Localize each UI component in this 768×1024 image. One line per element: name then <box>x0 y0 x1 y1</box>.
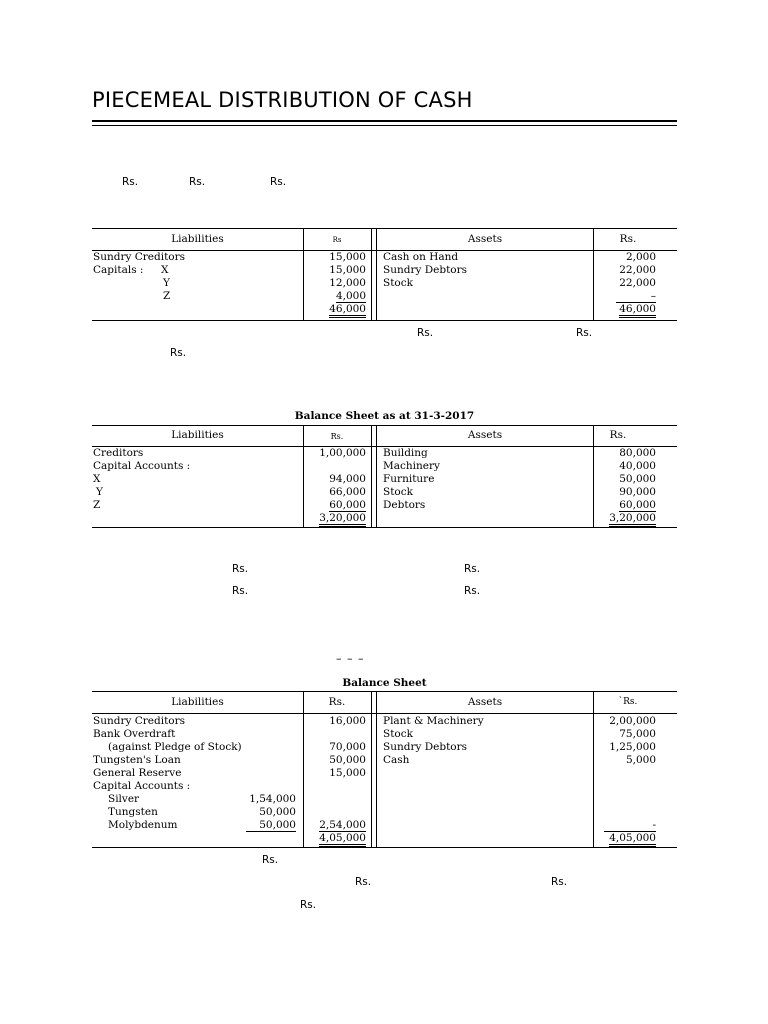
partner-name: Molybdenum <box>108 819 178 831</box>
partner-capital: 50,000 <box>246 819 296 832</box>
liability-amount: 15,000 <box>329 767 366 779</box>
header-liabilities: Liabilities <box>171 233 224 245</box>
header-assets-rs: Rs. <box>619 233 637 245</box>
asset-name: Building <box>383 447 428 459</box>
asset-amount: 40,000 <box>619 460 656 472</box>
liability-name: Capitals : <box>93 264 144 276</box>
liability-amount: 4,000 <box>335 290 366 302</box>
liability-amount: 50,000 <box>329 754 366 766</box>
liability-total: 3,20,000 <box>314 512 366 524</box>
liability-total: 4,05,000 <box>314 832 366 844</box>
title-rule-top <box>92 120 677 122</box>
liability-name: Y <box>96 486 103 498</box>
partner-name: Tungsten <box>108 806 158 818</box>
liability-total: 46,000 <box>324 303 366 315</box>
liability-name: Capital Accounts : <box>93 780 191 792</box>
rs-label: Rs. <box>576 327 593 339</box>
asset-amount: 90,000 <box>619 486 656 498</box>
page-title: PIECEMEAL DISTRIBUTION OF CASH <box>92 88 473 112</box>
asset-amount: – <box>616 290 656 303</box>
asset-name: Cash on Hand <box>383 251 459 263</box>
liability-partner: Z <box>163 290 171 302</box>
asset-amount: 50,000 <box>619 473 656 485</box>
partner-name: Silver <box>108 793 140 805</box>
asset-total: 4,05,000 <box>604 832 656 844</box>
liability-partner: X <box>161 264 169 276</box>
liability-partner: Y <box>163 277 170 289</box>
partner-capital: 50,000 <box>259 806 296 818</box>
asset-name: Stock <box>383 486 413 498</box>
asset-amount: 22,000 <box>619 264 656 276</box>
asset-amount: 60,000 <box>619 499 656 511</box>
rs-label: Rs. <box>270 176 287 188</box>
liability-name: Capital Accounts : <box>93 460 191 472</box>
liability-name: X <box>93 473 101 485</box>
asset-amount: 2,00,000 <box>609 715 656 727</box>
liability-amount: 15,000 <box>329 264 366 276</box>
header-liabilities-rs: Rs. <box>330 432 344 441</box>
asset-total: 46,000 <box>614 303 656 315</box>
asset-name: Cash <box>383 754 410 766</box>
rs-label: Rs. <box>464 563 481 575</box>
header-assets: Assets <box>467 233 503 245</box>
asset-name: Machinery <box>383 460 440 472</box>
liability-amount: 1,00,000 <box>319 447 366 459</box>
rs-label: Rs. <box>300 899 317 911</box>
asset-name: Sundry Debtors <box>383 264 468 276</box>
asset-amount: 80,000 <box>619 447 656 459</box>
rs-label: Rs. <box>170 347 187 359</box>
asset-amount: 5,000 <box>625 754 656 766</box>
rs-label: Rs. <box>417 327 434 339</box>
asset-name: Furniture <box>383 473 435 485</box>
liability-name: Sundry Creditors <box>93 251 186 263</box>
balance-sheet-caption: Balance Sheet as at 31-3-2017 <box>294 410 475 422</box>
liability-amount: 16,000 <box>329 715 366 727</box>
rs-label: Rs. <box>232 585 249 597</box>
liability-amount: 12,000 <box>329 277 366 289</box>
liability-name: Tungsten's Loan <box>93 754 181 766</box>
rs-label: Rs. <box>262 854 279 866</box>
header-assets: Assets <box>467 429 503 441</box>
liability-name: (against Pledge of Stock) <box>108 741 242 753</box>
balance-sheet-caption: Balance Sheet <box>342 677 427 689</box>
liability-amount: 70,000 <box>329 741 366 753</box>
asset-amount: 75,000 <box>619 728 656 740</box>
title-rule-bottom <box>92 125 677 126</box>
header-assets: Assets <box>467 696 503 708</box>
rs-label: Rs. <box>232 563 249 575</box>
asset-name: Debtors <box>383 499 426 511</box>
asset-amount: 2,000 <box>625 251 656 263</box>
asset-total: 3,20,000 <box>604 512 656 524</box>
liability-name: General Reserve <box>93 767 182 779</box>
balance-sheet-table-1 <box>92 228 677 322</box>
liability-amount: 2,54,000 <box>319 819 366 831</box>
rs-label: Rs. <box>189 176 206 188</box>
header-liabilities: Liabilities <box>171 429 224 441</box>
asset-amount: 1,25,000 <box>609 741 656 753</box>
liability-amount: 60,000 <box>329 499 366 511</box>
asset-name: Stock <box>383 277 413 289</box>
header-liabilities-rs: Rs <box>332 236 342 244</box>
asset-name: Plant & Machinery <box>383 715 484 727</box>
asset-amount: - <box>604 819 656 832</box>
dashes: – – – <box>336 652 365 665</box>
balance-sheet-table-2 <box>92 425 677 529</box>
header-liabilities-rs: Rs. <box>328 696 346 708</box>
liability-amount: 94,000 <box>329 473 366 485</box>
rs-label: Rs. <box>355 876 372 888</box>
liability-name: Sundry Creditors <box>93 715 186 727</box>
rs-label: Rs. <box>464 585 481 597</box>
liability-name: Creditors <box>93 447 144 459</box>
rs-label: Rs. <box>122 176 139 188</box>
header-assets-rs: Rs. <box>609 429 627 441</box>
asset-amount: 22,000 <box>619 277 656 289</box>
liability-amount: 66,000 <box>329 486 366 498</box>
asset-name: Stock <box>383 728 413 740</box>
liability-name: Bank Overdraft <box>93 728 176 740</box>
rs-label: Rs. <box>551 876 568 888</box>
liability-amount: 15,000 <box>329 251 366 263</box>
asset-name: Sundry Debtors <box>383 741 468 753</box>
liability-name: Z <box>93 499 101 511</box>
partner-capital: 1,54,000 <box>249 793 296 805</box>
header-liabilities: Liabilities <box>171 696 224 708</box>
header-assets-rs: `Rs. <box>618 697 638 707</box>
balance-sheet-table-3 <box>92 691 677 849</box>
